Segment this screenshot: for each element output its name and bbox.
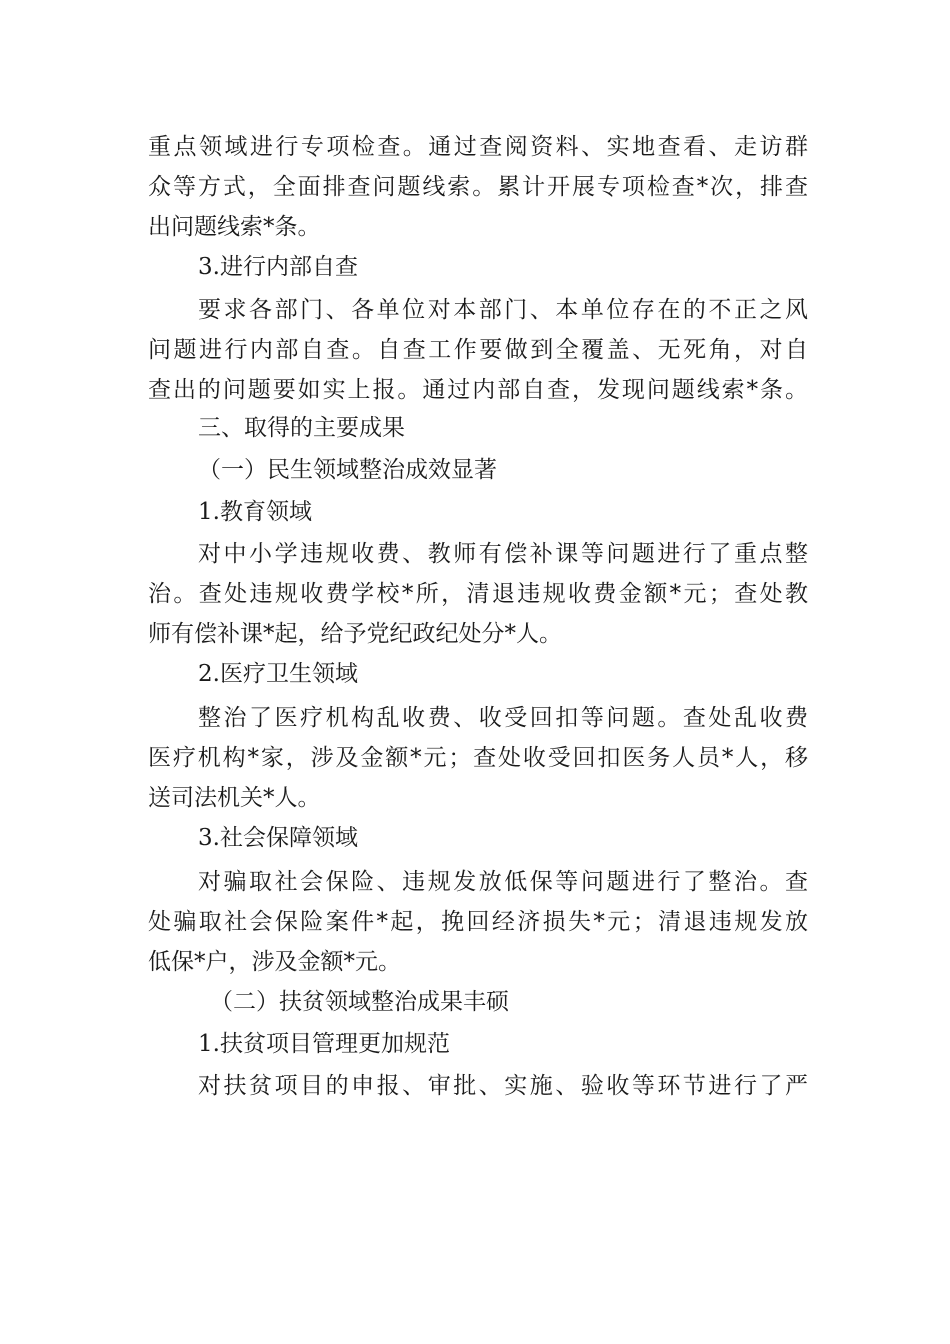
paragraph-line: 医疗机构*家，涉及金额*元；查处收受回扣医务人员*人，移 <box>148 745 808 771</box>
paragraph-line: 要求各部门、各单位对本部门、本单位存在的不正之风 <box>198 297 808 323</box>
section-subheading: （二）扶贫领域整治成果丰硕 <box>210 989 509 1015</box>
paragraph-line: 查出的问题要如实上报。通过内部自查，发现问题线索*条。 <box>148 377 808 403</box>
section-subheading: 1.扶贫项目管理更加规范 <box>198 1031 450 1057</box>
paragraph-line: 对扶贫项目的申报、审批、实施、验收等环节进行了严 <box>198 1073 808 1099</box>
section-subheading: 2.医疗卫生领域 <box>198 661 358 687</box>
paragraph-line: 整治了医疗机构乱收费、收受回扣等问题。查处乱收费 <box>198 705 808 731</box>
paragraph-line: 对中小学违规收费、教师有偿补课等问题进行了重点整 <box>198 541 808 567</box>
paragraph-line: 问题进行内部自查。自查工作要做到全覆盖、无死角，对自 <box>148 337 808 363</box>
section-heading: 三、取得的主要成果 <box>198 415 405 441</box>
paragraph-line: 对骗取社会保险、违规发放低保等问题进行了整治。查 <box>198 869 808 895</box>
paragraph-line: 低保*户，涉及金额*元。 <box>148 949 401 975</box>
paragraph-line: 众等方式，全面排查问题线索。累计开展专项检查*次，排查 <box>148 174 808 200</box>
paragraph-line: 师有偿补课*起，给予党纪政纪处分*人。 <box>148 621 562 647</box>
paragraph-line: 处骗取社会保险案件*起，挽回经济损失*元；清退违规发放 <box>148 909 808 935</box>
paragraph-line: 出问题线索*条。 <box>148 214 321 240</box>
section-subheading: 3.社会保障领域 <box>198 825 358 851</box>
section-subheading: 1.教育领域 <box>198 499 312 525</box>
section-subheading: （一）民生领域整治成效显著 <box>198 457 497 483</box>
paragraph-line: 治。查处违规收费学校*所，清退违规收费金额*元；查处教 <box>148 581 808 607</box>
paragraph-line: 送司法机关*人。 <box>148 785 321 811</box>
paragraph-line: 重点领域进行专项检查。通过查阅资料、实地查看、走访群 <box>148 134 808 160</box>
section-subheading: 3.进行内部自查 <box>198 254 358 280</box>
